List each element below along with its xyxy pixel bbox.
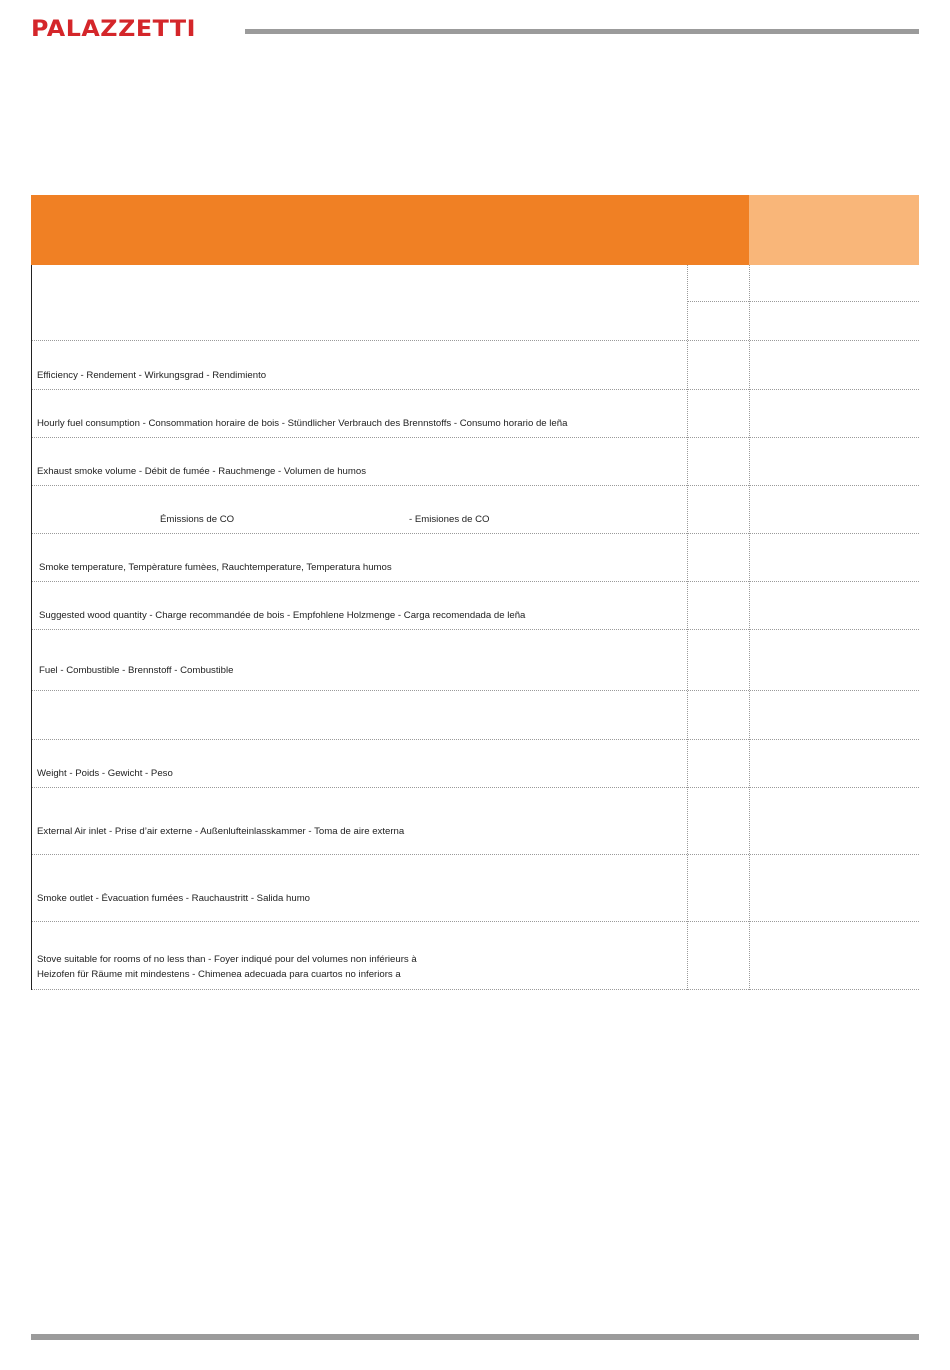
table-row	[32, 582, 919, 630]
row-label-smoke-outlet: Smoke outlet - Évacuation fumées - Rauchaustritt - Salida humo	[37, 893, 311, 904]
table-row	[32, 788, 919, 855]
table-row	[32, 390, 919, 438]
row-label-fuel-consumption: Hourly fuel consumption - Consommation horaire de bois - Stündlicher Verbrauch des Brennstoffs - Consumo horario de leña	[37, 418, 568, 429]
row-label-co-emissions-es: - Emisiones de CO	[409, 514, 490, 525]
table-row	[32, 691, 919, 740]
table-row	[32, 922, 919, 990]
row-label-smoke-volume: Exhaust smoke volume - Débit de fumée - Rauchmenge - Volumen de humos	[37, 466, 367, 477]
row-label-smoke-temperature: Smoke temperature, Tempèrature fumèes, Rauchtemperature, Temperatura humos	[39, 562, 392, 573]
row-label-co-emissions-fr: Émissions de CO	[160, 514, 235, 525]
row-label-room-size-line1: Stove suitable for rooms of no less than - Foyer indiqué pour del volumes non inférieurs à	[37, 954, 417, 965]
palazzetti-logo: PALAZZETTI	[31, 17, 197, 42]
table-row	[32, 486, 919, 534]
table-row	[32, 855, 919, 922]
row-label-wood-quantity: Suggested wood quantity - Charge recommandée de bois - Empfohlene Holzmenge - Carga recomendada de leña	[39, 610, 526, 621]
table-header-value-band	[749, 195, 919, 265]
row-label-external-air-inlet: External Air inlet - Prise d’air externe - Außenlufteinlasskammer - Toma de aire externa	[37, 826, 405, 837]
table-row-header-block	[32, 265, 919, 341]
technical-specs-table	[31, 195, 919, 990]
table-row	[32, 534, 919, 582]
table-row	[32, 438, 919, 486]
footer-divider	[31, 1334, 919, 1340]
row-label-weight: Weight - Poids - Gewicht - Peso	[37, 768, 173, 779]
table-header-band	[31, 195, 749, 265]
row-label-efficiency: Efficiency - Rendement - Wirkungsgrad - Rendimiento	[37, 370, 267, 381]
table-row	[32, 630, 919, 691]
table-row	[32, 740, 919, 788]
row-label-room-size-line2: Heizofen für Räume mit mindestens - Chimenea adecuada para cuartos no inferiors a	[37, 969, 401, 980]
row-label-fuel: Fuel - Combustible - Brennstoff - Combustible	[39, 665, 234, 676]
header-divider	[245, 29, 919, 34]
table-row	[32, 341, 919, 390]
